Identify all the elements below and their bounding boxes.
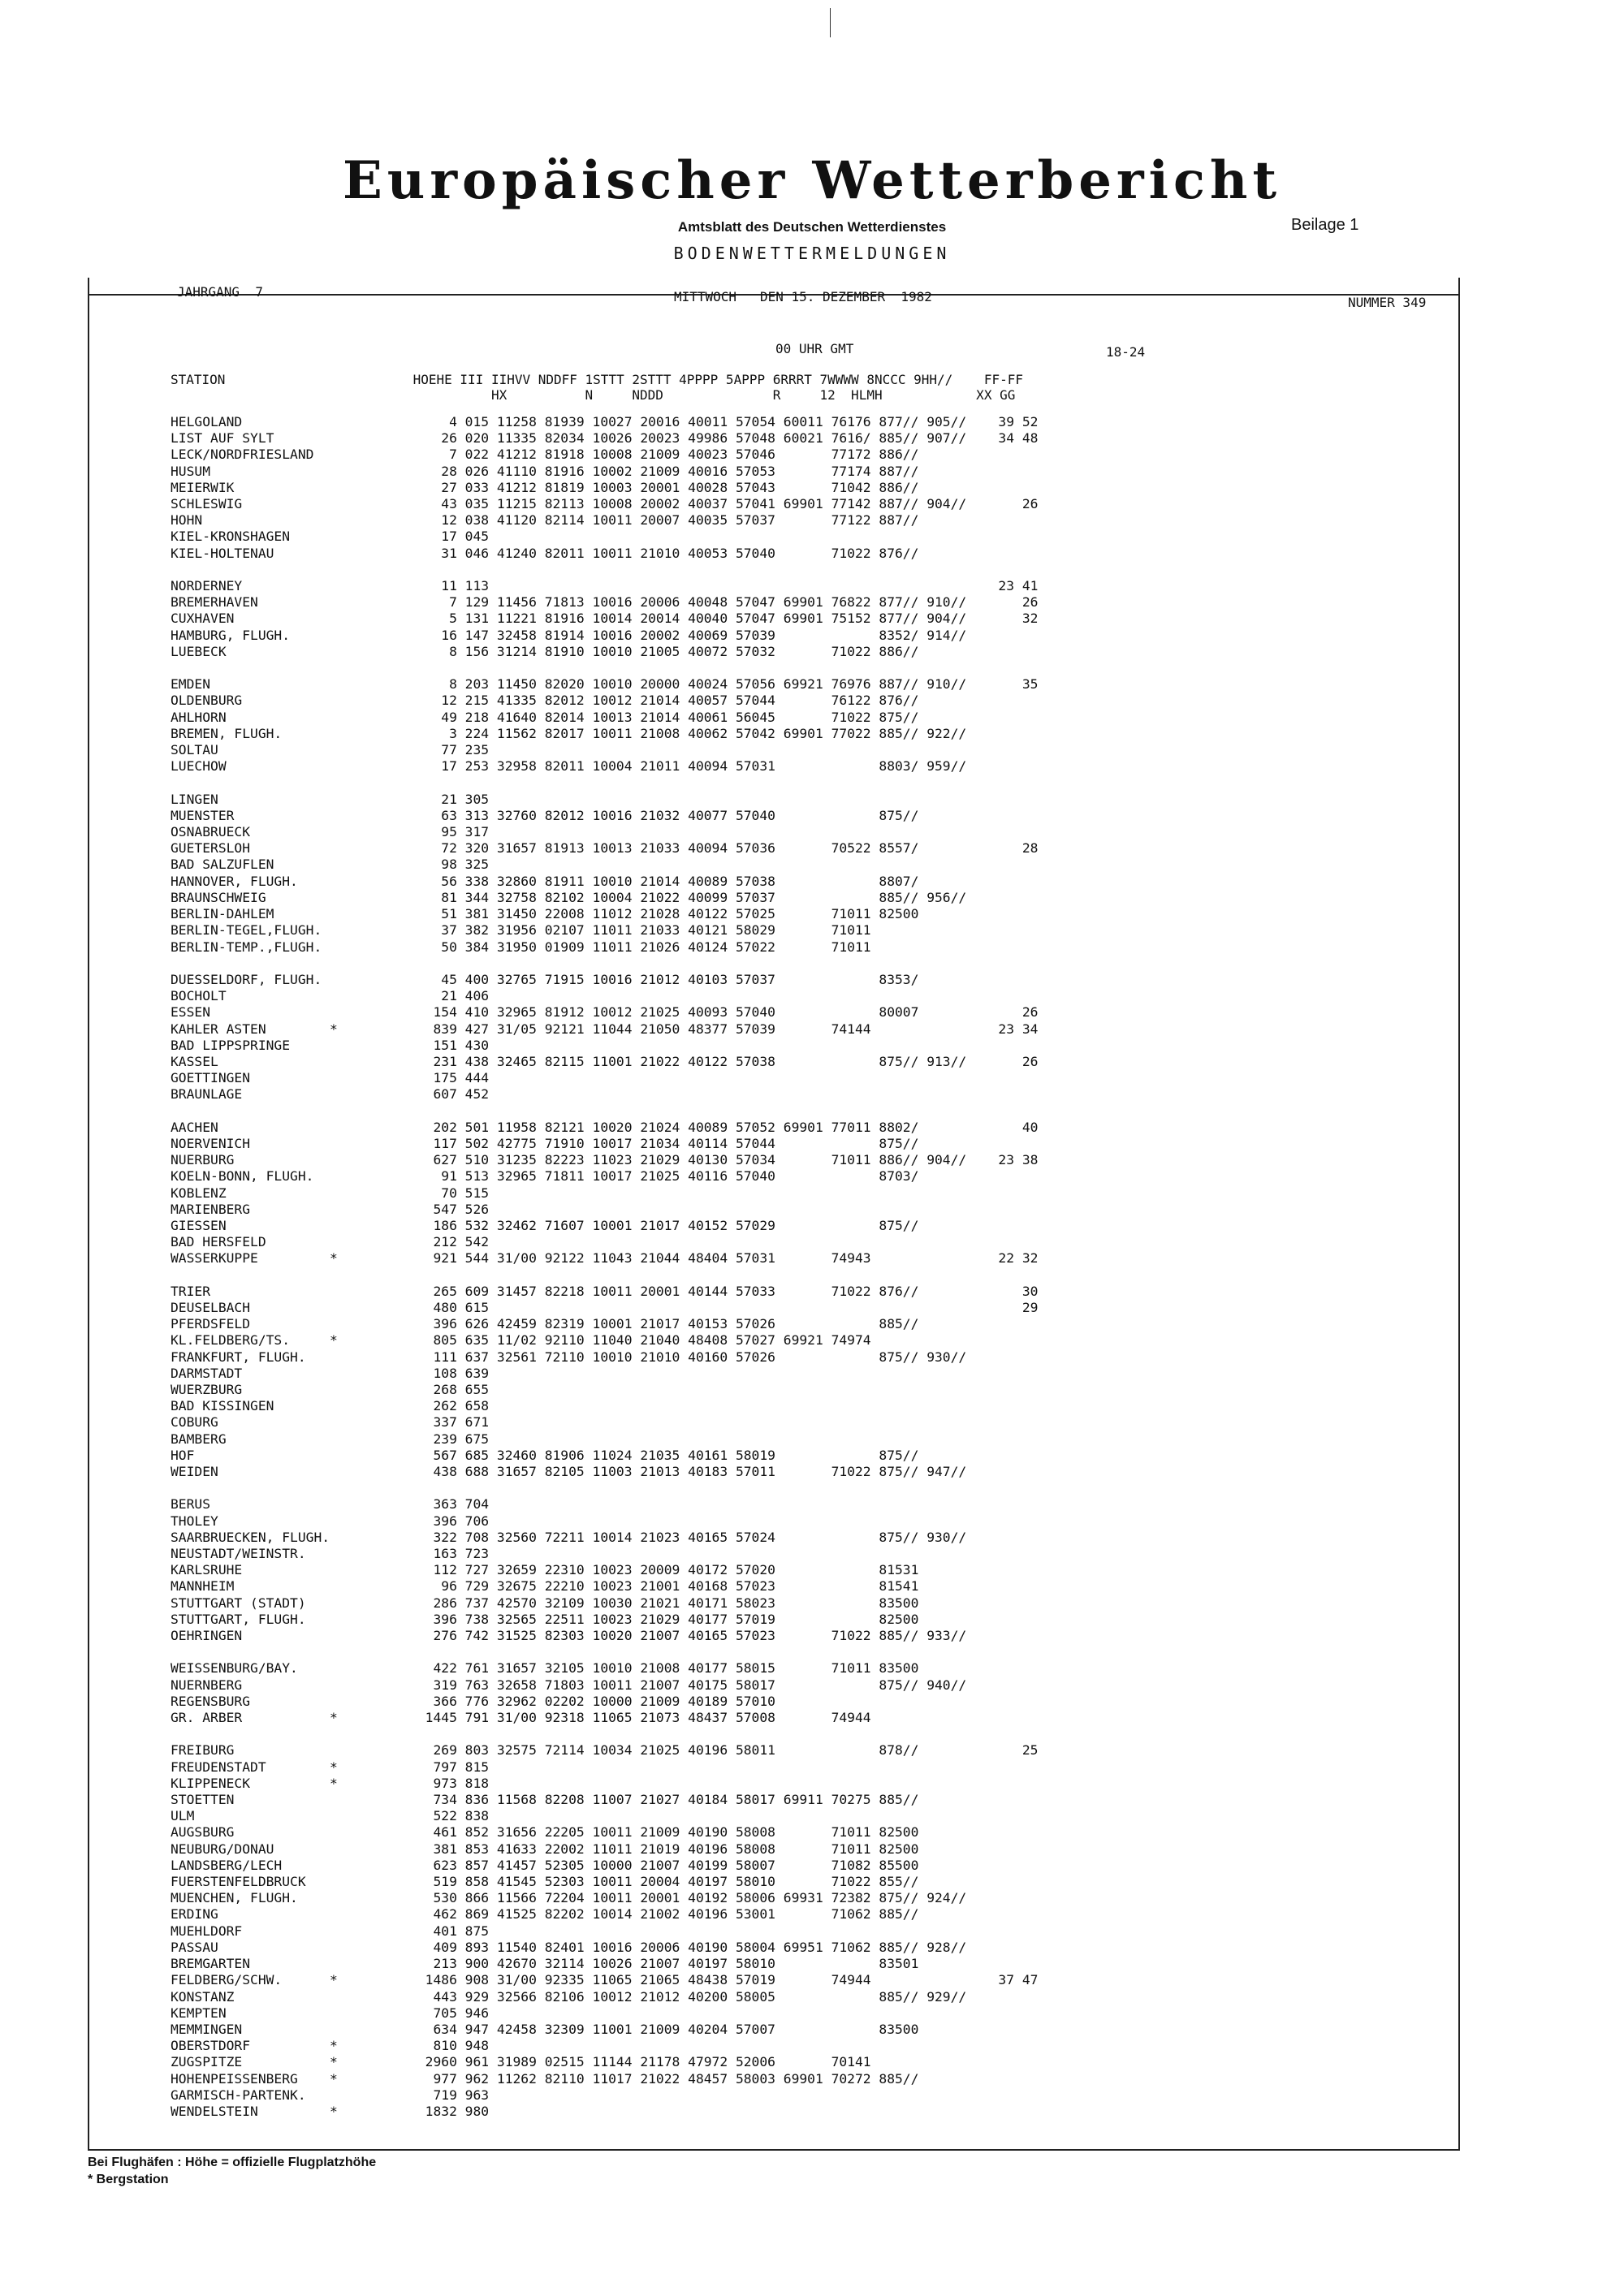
station-table: HELGOLAND 4 015 11258 81939 10027 20016 40011 57054 60011 76176 877// 905// 39 52 LIST AUF SYLT 26 020 11335 82034 10026 20023 49986 57048 60021 7616/ 885// 907// 34 48 LECK/NORDFRIESLAND 7 022 41212 81918 10008 21009 40023 57046 77172 886// HUSUM 28 026 41110 81916 10002 21009 40016 57053 77174 887// MEIERWIK 27 033 41212 81819 10003 20001 40028 57043 71042 886// SCHLESWIG 43 035 11215 82113 10008 20002 40037 57041 69901 77142 887// 904// 26 HOHN 12 038 41120 82114 10011 20007 40035 57037 77122 887// KIEL-KRONSHAGEN 17 045 KIEL-HOLTENAU 31 046 41240 82011 10011 21010 40053 57040 71022 876// NORDERNEY 11 113 23 41 BREMERHAVEN 7 129 11456 71813 10016 20006 40048 57047 69901 76822 877// 910// 26 CUXHAVEN 5 131 11221 81916 10014 20014 40040 57047 69901 75152 877// 904// 32 HAMBURG, FLUGH. 16 147 32458 81914 10016 20002 40069 57039 8352/ 914// LUEBECK 8 156 31214 81910 10010 21005 40072 57032 71022 886// EMDEN 8 203 11450 82020 10010 20000 40024 57056 69921 76976 887// 910// 35 OLDENBURG 12 215 41335 82012 10012 21014 40057 57044 76122 876// AHLHORN 49 218 41640 82014 10013 21014 40061 56045 71022 875// BREMEN, FLUGH. 3 224 11562 82017 10011 21008 40062 57042 69901 77022 885// 922// SOLTAU 77 235 LUECHOW 17 253 32958 82011 10004 21011 40094 57031 8803/ 959// LINGEN 21 305 MUENSTER 63 313 32760 82012 10016 21032 40077 57040 875// OSNABRUECK 95 317 GUETERSLOH 72 320 31657 81913 10013 21033 40094 57036 70522 8557/ 28 BAD SALZUFLEN 98 325 HANNOVER, FLUGH. 56 338 32860 81911 10010 21014 40089 57038 8807/ BRAUNSCHWEIG 81 344 32758 82102 10004 21022 40099 57037 885// 956// BERLIN-DAHLEM 51 381 31450 22008 11012 21028 40122 57025 71011 82500 BERLIN-TEGEL,FLUGH. 37 382 31956 02107 11011 21033 40121 58029 71011 BERLIN-TEMP.,FLUGH. 50 384 31950 01909 11011 21026 40124 57022 71011 DUESSELDORF, FLUGH. 45 400 32765 71915 10016 21012 40103 57037 8353/ BOCHOLT 21 406 ESSEN 154 410 32965 81912 10012 21025 40093 57040 80007 26 KAHLER ASTEN * 839 427 31/05 92121 11044 21050 48377 57039 74144 23 34 BAD LIPPSPRINGE 151 430 KASSEL 231 438 32465 82115 11001 21022 40122 57038 875// 913// 26 GOETTINGEN 175 444 BRAUNLAGE 607 452 AACHEN 202 501 11958 82121 10020 21024 40089 57052 69901 77011 8802/ 40 NOERVENICH 117 502 42775 71910 10017 21034 40114 57044 875// NUERBURG 627 510 31235 82223 11023 21029 40130 57034 71011 886// 904// 23 38 KOELN-BONN, FLUGH. 91 513 32965 71811 10017 21025 40116 57040 8703/ KOBLENZ 70 515 MARIENBERG 547 526 GIESSEN 186 532 32462 71607 10001 21017 40152 57029 875// BAD HERSFELD 212 542 WASSERKUPPE * 921 544 31/00 92122 11043 21044 48404 57031 74943 22 32 TRIER 265 609 31457 82218 10011 20001 40144 57033 71022 876// 30 DEUSELBACH 480 615 29 PFERDSFELD 396 626 42459 82319 10001 21017 40153 57026 885// KL.FELDBERG/TS. * 805 635 11/02 92110 11040 21040 48408 57027 69921 74974 FRANKFURT, FLUGH. 111 637 32561 72110 10010 21010 40160 57026 875// 930// DARMSTADT 108 639 WUERZBURG 268 655 BAD KISSINGEN 262 658 COBURG 337 671 BAMBERG 239 675 HOF 567 685 32460 81906 11024 21035 40161 58019 875// WEIDEN 438 688 31657 82105 11003 21013 40183 57011 71022 875// 947// BERUS 363 704 THOLEY 396 706 SAARBRUECKEN, FLUGH. 322 708 32560 72211 10014 21023 40165 57024 875// 930// NEUSTADT/WEINSTR. 163 723 KARLSRUHE 112 727 32659 22310 10023 20009 40172 57020 81531 MANNHEIM 96 729 32675 22210 10023 21001 40168 57023 81541 STUTTGART (STADT) 286 737 42570 32109 10030 21021 40171 58023 83500 STUTTGART, FLUGH. 396 738 32565 22511 10023 21029 40177 57019 82500 OEHRINGEN 276 742 31525 82303 10020 21007 40165 57023 71022 885// 933// WEISSENBURG/BAY. 422 761 31657 32105 10010 21008 40177 58015 71011 83500 NUERNBERG 319 763 32658 71803 10011 21007 40175 58017 875// 940// REGENSBURG 366 776 32962 02202 10000 21009 40189 57010 GR. ARBER * 1445 791 31/00 92318 11065 21073 48437 57008 74944 FREIBURG 269 803 32575 72114 10034 21025 40196 58011 878// 25 FREUDENSTADT * 797 815 KLIPPENECK * 973 818 STOETTEN 734 836 11568 82208 11007 21027 40184 58017 69911 70275 885// ULM 522 838 AUGSBURG 461 852 31656 22205 10011 21009 40190 58008 71011 82500 NEUBURG/DONAU 381 853 41633 22002 11011 21019 40196 58008 71011 82500 LANDSBERG/LECH 623 857 41457 52305 10000 21007 40199 58007 71082 85500 FUERSTENFELDBRUCK 519 858 41545 52303 10011 20004 40197 58010 71022 855// MUENCHEN, FLUGH. 530 866 11566 72204 10011 20001 40192 58006 69931 72382 875// 924// ERDING 462 869 41525 82202 10014 21002 40196 53001 71062 885// MUEHLDORF 401 875 PASSAU 409 893 11540 82401 10016 20006 40190 58004 69951 71062 885// 928// BREMGARTEN 213 900 42670 32114 10026 21007 40197 58010 83501 FELDBERG/SCHW. * 1486 908 31/00 92335 11065 21065 48438 57019 74944 37 47 KONSTANZ 443 929 32566 82106 10012 21012 40200 58005 885// 929// KEMPTEN 705 946 MEMMINGEN 634 947 42458 32309 11001 21009 40204 57007 83500 OBERSTDORF * 810 948 ZUGSPITZE * 2960 961 31989 02515 11144 21178 47972 52006 70141 HOHENPEISSENBERG * 977 962 11262 82110 11017 21022 48457 58003 69901 70272 885// GARMISCH-PARTENK. 719 963 WENDELSTEIN * 1832 980 — [171, 414, 1039, 2119]
column-header-line-2: HX N NDDD R 12 HLMH XX GG — [171, 387, 1016, 403]
punch-mark — [830, 8, 831, 37]
time-range: 18-24 — [1106, 344, 1146, 360]
observation-time: 00 UHR GMT — [775, 341, 854, 356]
publisher-subtitle: Amtsblatt des Deutschen Wetterdienstes — [677, 219, 947, 235]
report-date: MITTWOCH DEN 15. DEZEMBER 1982 — [674, 289, 932, 304]
beilage-label: Beilage 1 — [1291, 216, 1359, 234]
jahrgang-label: JAHRGANG 7 — [177, 284, 263, 300]
page-title: Europäischer Wetterbericht — [343, 150, 1281, 211]
column-headers — [171, 372, 1023, 403]
issue-number: NUMMER 349 — [1348, 295, 1427, 310]
footnote-mountain-station: * Bergstation — [88, 2173, 169, 2186]
column-header-line-1: STATION HOEHE III IIHVV NDDFF 1STTT 2STTT 4PPPP 5APPP 6RRRT 7WWWW 8NCCC 9HH// FF-FF — [171, 372, 1023, 387]
section-title: BODENWETTERMELDUNGEN — [673, 244, 951, 263]
footnote-airports: Bei Flughäfen : Höhe = offizielle Flugplatzhöhe — [88, 2156, 377, 2169]
